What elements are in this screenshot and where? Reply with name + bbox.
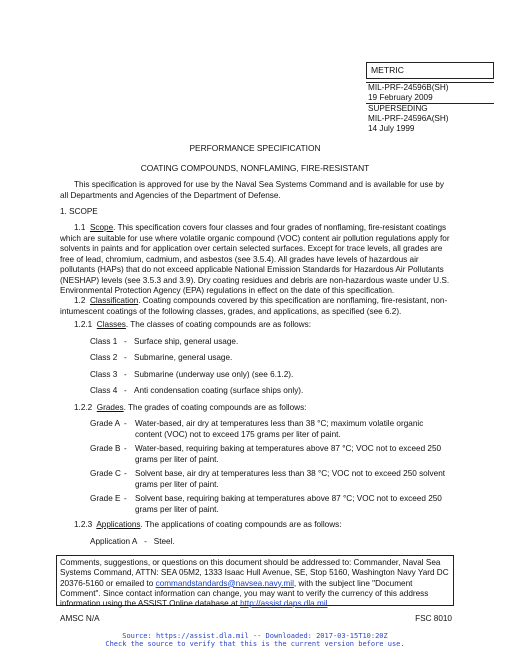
comments-text: , with the subject line "Document Comment". Since contact information can change, you may want to verify the currency of this address information using the ASSIST Online database at [60,578,429,609]
grade-text: Water-based, requiring baking at temperatures above 87 °C; VOC not to exceed 250 grams per liter of paint. [135,444,442,464]
class-text: Anti condensation coating (surface ships only). [134,386,304,395]
grade-text: Solvent base, air dry at temperatures less than 38 °C; VOC not to exceed 250 solvent grams per liter of paint. [135,469,446,489]
grade-text: Solvent base, requiring baking at temperatures above 87 °C; VOC not to exceed 250 grams per liter of paint. [135,494,442,514]
assist-link[interactable]: http://assist.daps.dla.mil [240,599,328,609]
dash: - [124,444,127,453]
page-title: PERFORMANCE SPECIFICATION [189,143,321,153]
class-text: Surface ship, general usage. [134,337,239,346]
amsc-label: AMSC N/A [60,614,100,623]
section-text: . The classes of coating compounds are as follows: [125,320,311,329]
dash: - [124,469,127,478]
class-key: Class 3 [90,370,118,379]
class-item [90,370,293,381]
class-item [90,386,303,397]
grade-item [90,469,450,490]
application-item [90,537,175,548]
grade-item [90,419,450,440]
section-number: 1.2.1 [74,320,93,329]
section-number: 1.2.3 [74,520,93,529]
grade-item [90,444,450,465]
application-text: Steel. [153,537,175,546]
dash: - [124,419,127,428]
section-text: . The applications of coating compounds are as follows: [140,520,342,529]
section-title: Classification [89,296,139,305]
source-line: Source: https://assist.dla.mil -- Downloaded: 2017-03-15T10:20Z [122,632,388,640]
comments-text: Comments, suggestions, or questions on this document should be addressed to: Commander, Naval Sea Systems Command, ATTN: SEA 05M2, 1333 Isaac Hull Avenue, SE, Stop 5160, Washington Navy Yard DC 20376-5160 or emailed to [60,558,449,588]
grade-key: Grade E [90,494,121,503]
scope-heading: 1. SCOPE [60,207,98,216]
fsc-label: FSC 8010 [415,614,452,623]
dash: - [124,494,127,503]
section-title: Applications [96,520,141,529]
section-1-1 [60,223,452,297]
document-number: MIL-PRF-24596B(SH) [368,83,449,92]
section-1-2-2 [74,403,454,414]
document-date: 19 February 2009 [368,93,433,102]
metric-box: METRIC [366,62,494,79]
dash: - [124,370,127,379]
section-text: . The grades of coating compounds are as follows: [123,403,307,412]
comments-box [56,555,454,609]
class-key: Class 1 [90,337,118,346]
section-title: Scope [89,223,114,232]
dash: - [124,386,127,395]
approval-statement: This specification is approved for use by the Naval Sea Systems Command and is available for use by all Departments and Agencies of the Department of Defense. [60,180,444,200]
class-text: Submarine, general usage. [134,353,233,362]
dash: - [124,353,127,362]
superseded-number: MIL-PRF-24596A(SH) [368,114,449,123]
comments-text: . [327,599,330,609]
class-text: Submarine (underway use only) (see 6.1.2). [134,370,294,379]
section-1-2 [60,296,452,317]
class-key: Class 4 [90,386,118,395]
section-1-2-1 [74,320,454,331]
page-subtitle: COATING COMPOUNDS, NONFLAMING, FIRE-RESISTANT [140,163,370,173]
dash: - [144,537,147,546]
application-key: Application A [90,537,138,546]
class-item [90,353,232,364]
section-number: 1.2.2 [74,403,93,412]
grade-key: Grade B [90,444,121,453]
section-title: Classes [96,320,126,329]
section-title: Grades [96,403,124,412]
document-header [366,62,494,134]
class-item [90,337,238,348]
source-notice: Check the source to verify that this is the current version before use. [105,640,405,648]
section-1-2-3 [74,520,454,531]
superseded-date: 14 July 1999 [368,124,415,133]
section-number: 1.1 [74,223,86,232]
dash: - [124,337,127,346]
superseding-label: SUPERSEDING [366,103,494,114]
section-number: 1.2 [74,296,86,305]
grade-key: Grade C [90,469,121,478]
grade-item [90,494,450,515]
section-text: . Coating compounds covered by this specification are nonflaming, fire-resistant, non-intumescent coatings of the following classes, grades, and applications, as specified (see 6.2). [60,296,448,316]
section-text: . This specification covers four classes and four grades of nonflaming, fire-resistant coatings which are suitable for use where volatile organic compound (VOC) content air pollution regulations apply for solvents in paints and for application over certain selected surfaces. Except for trace levels, all grades are free of lead, chromium, cadmium, and asbestos (see 3.5.4). All grades have levels of hazardous air pollutants (HAPs) that do not exceed applicable National Emission Standards for Hazardous Air Pollutants (NESHAP) levels (see 3.5.3 and 3.9). Dry coating residues and debris are non-hazardous waste under U.S. Environmental Protection Agency (EPA) regulations in effect on the date of this specification. [60,223,450,295]
comments-email-link[interactable]: commandstandards@navsea.navy.mil [155,578,294,588]
grade-key: Grade A [90,419,121,428]
class-key: Class 2 [90,353,118,362]
grade-text: Water-based, air dry at temperatures less than 38 °C; maximum volatile organic content (VOC) not to exceed 175 grams per liter of paint. [135,419,424,439]
